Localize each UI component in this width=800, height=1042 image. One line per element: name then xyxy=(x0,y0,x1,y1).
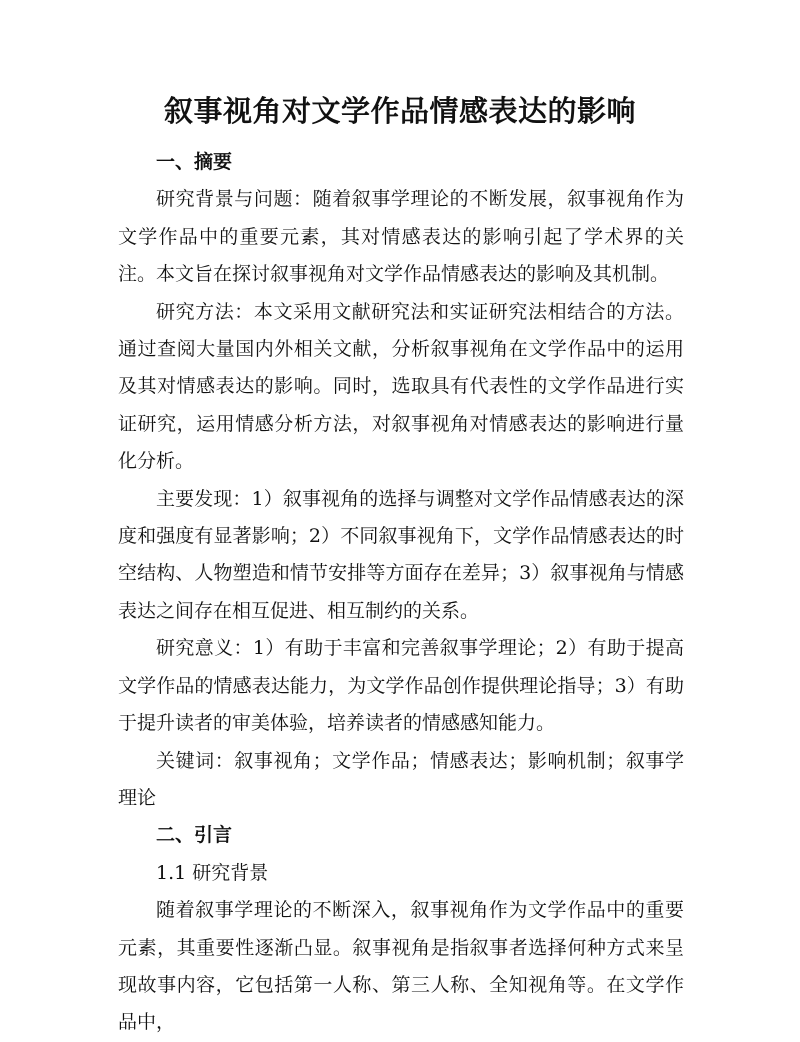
section-heading-abstract: 一、摘要 xyxy=(156,151,233,173)
abstract-paragraph-findings: 主要发现：1）叙事视角的选择与调整对文学作品情感表达的深度和强度有显著影响；2）不同叙事视角下，文学作品情感表达的时空结构、人物塑造和情节安排等方面存在差异；3）叙事视角与情感表达之间存在相互促进、相互制约的关系。 xyxy=(118,487,684,622)
introduction-paragraph: 随着叙事学理论的不断深入，叙事视角作为文学作品中的重要元素，其重要性逐渐凸显。叙事视角是指叙事者选择何种方式来呈现故事内容，它包括第一人称、第三人称、全知视角等。在文学作品中， xyxy=(118,899,684,1034)
document-title: 叙事视角对文学作品情感表达的影响 xyxy=(163,94,636,128)
section-heading-introduction: 二、引言 xyxy=(156,824,233,847)
abstract-paragraph-methods: 研究方法：本文采用文献研究法和实证研究法相结合的方法。通过查阅大量国内外相关文献，分析叙事视角在文学作品中的运用及其对情感表达的影响。同时，选取具有代表性的文学作品进行实证研究，运用情感分析方法，对叙事视角对情感表达的影响进行量化分析。 xyxy=(118,300,684,473)
subsection-heading-background: 1.1 研究背景 xyxy=(156,861,269,884)
abstract-keywords: 关键词：叙事视角；文学作品；情感表达；影响机制；叙事学理论 xyxy=(118,749,684,809)
abstract-paragraph-background: 研究背景与问题：随着叙事学理论的不断发展，叙事视角作为文学作品中的重要元素，其对情感表达的影响引起了学术界的关注。本文旨在探讨叙事视角对文学作品情感表达的影响及其机制。 xyxy=(118,188,684,286)
abstract-paragraph-significance: 研究意义：1）有助于丰富和完善叙事学理论；2）有助于提高文学作品的情感表达能力，为文学作品创作提供理论指导；3）有助于提升读者的审美体验，培养读者的情感感知能力。 xyxy=(118,637,684,735)
document-body xyxy=(118,144,684,1042)
